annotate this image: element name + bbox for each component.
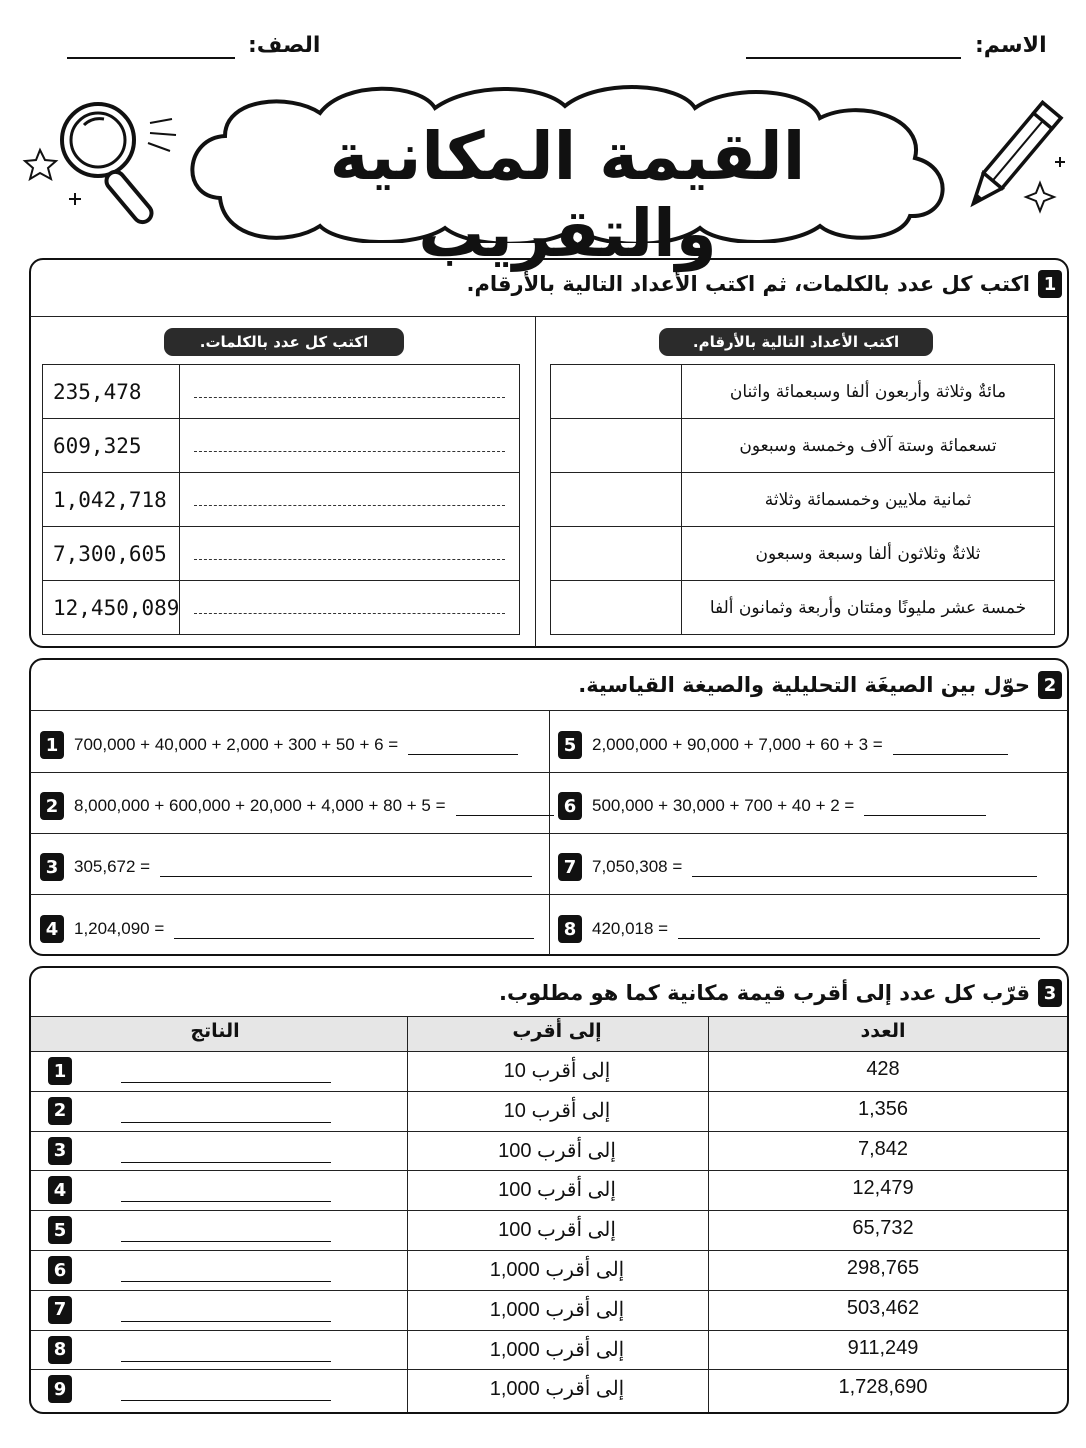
column-header-result: الناتج <box>190 1020 240 1042</box>
result-answer-field[interactable] <box>121 1162 331 1163</box>
expression: 500,000 + 30,000 + 700 + 40 + 2 = <box>592 796 855 815</box>
result-answer-field[interactable] <box>121 1241 331 1242</box>
item-number-badge: 8 <box>558 915 582 943</box>
class-field[interactable] <box>67 57 235 59</box>
class-label: الصف: <box>248 33 321 58</box>
section-2-title: حوّل بين الصيغَة التحليلية والصيغة القياسية. <box>578 673 1030 697</box>
column-header-to: إلى أقرب <box>512 1020 602 1042</box>
result-answer-field[interactable] <box>121 1361 331 1362</box>
round-to-cell: إلى أقرب 10 <box>503 1060 611 1082</box>
number-cell: 298,765 <box>846 1257 920 1279</box>
divider <box>549 711 550 955</box>
expression: 1,204,090 = <box>74 919 165 938</box>
number-cell: 428 <box>866 1058 900 1080</box>
number-cell: 1,042,718 <box>43 473 180 527</box>
item-number-badge: 9 <box>48 1375 72 1403</box>
words-cell: خمسة عشر مليونًا ومئتان وأربعة وثمانون ألفا <box>682 581 1055 635</box>
section-1-title: اكتب كل عدد بالكلمات، ثم اكتب الأعداد التالية بالأرقام. <box>466 272 1030 296</box>
digits-answer-field[interactable] <box>551 581 682 635</box>
expression: 700,000 + 40,000 + 2,000 + 300 + 50 + 6 = <box>74 735 399 754</box>
digits-answer-field[interactable] <box>551 365 682 419</box>
number-cell: 1,356 <box>857 1097 909 1120</box>
expression: 7,050,308 = <box>592 857 683 876</box>
answer-field[interactable] <box>174 920 534 939</box>
section-3-title: قرّب كل عدد إلى أقرب قيمة مكانية كما هو مطلوب. <box>499 981 1030 1005</box>
page-title: القيمة المكانية والتقريب <box>329 118 806 272</box>
column-header-number: العدد <box>860 1020 906 1042</box>
round-to-cell: إلى أقرب 1,000 <box>489 1378 625 1401</box>
answer-field[interactable] <box>408 736 518 755</box>
item-number-badge: 7 <box>558 853 582 881</box>
divider <box>31 1330 1067 1331</box>
number-cell: 65,732 <box>852 1217 914 1240</box>
item-number-badge: 3 <box>48 1137 72 1165</box>
divider <box>31 1290 1067 1291</box>
divider <box>31 1131 1067 1132</box>
answer-field[interactable] <box>678 920 1040 939</box>
item-number-badge: 7 <box>48 1296 72 1324</box>
words-answer-field[interactable] <box>180 419 520 473</box>
left-instruction-pill: اكتب كل عدد بالكلمات. <box>164 328 404 356</box>
number-cell: 609,325 <box>43 419 180 473</box>
name-field[interactable] <box>746 57 961 59</box>
item-number-badge: 5 <box>48 1216 72 1244</box>
words-answer-field[interactable] <box>180 473 520 527</box>
round-to-cell: إلى أقرب 1,000 <box>489 1298 625 1321</box>
result-answer-field[interactable] <box>121 1321 331 1322</box>
answer-field[interactable] <box>456 797 554 816</box>
number-cell: 1,728,690 <box>838 1376 928 1399</box>
section-2-heading <box>578 671 1062 699</box>
result-answer-field[interactable] <box>121 1400 331 1401</box>
words-cell: تسعمائة وستة آلاف وخمسة وسبعون <box>682 419 1055 473</box>
result-answer-field[interactable] <box>121 1122 331 1123</box>
words-answer-field[interactable] <box>180 365 520 419</box>
conversion-item <box>558 915 1040 943</box>
item-number-badge: 2 <box>40 792 64 820</box>
table-row <box>551 527 1055 581</box>
conversion-item <box>40 853 532 881</box>
table-row <box>551 419 1055 473</box>
table-row <box>43 473 520 527</box>
answer-field[interactable] <box>864 797 986 816</box>
divider <box>31 1170 1067 1171</box>
magnifier-icon <box>20 95 195 230</box>
number-cell: 235,478 <box>43 365 180 419</box>
item-number-badge: 5 <box>558 731 582 759</box>
words-cell: ثمانية ملايين وخمسمائة وثلاثة <box>682 473 1055 527</box>
expression: 305,672 = <box>74 857 151 876</box>
round-to-cell: إلى أقرب 10 <box>503 1099 611 1122</box>
name-label: الاسم: <box>975 33 1047 58</box>
table-row <box>551 365 1055 419</box>
divider <box>31 1369 1067 1370</box>
words-answer-field[interactable] <box>180 581 520 635</box>
number-cell: 911,249 <box>847 1336 919 1359</box>
table-row <box>43 581 520 635</box>
table-row <box>551 581 1055 635</box>
divider <box>31 1091 1067 1092</box>
round-to-cell: إلى أقرب 100 <box>498 1139 616 1162</box>
words-answer-field[interactable] <box>180 527 520 581</box>
table-row <box>43 527 520 581</box>
number-cell: 7,300,605 <box>43 527 180 581</box>
section-number-badge: 1 <box>1038 270 1062 298</box>
section-3-heading <box>499 979 1062 1007</box>
item-number-badge: 3 <box>40 853 64 881</box>
expression: 420,018 = <box>592 919 669 938</box>
item-number-badge: 6 <box>558 792 582 820</box>
result-answer-field[interactable] <box>121 1201 331 1202</box>
divider <box>31 1210 1067 1211</box>
item-number-badge: 6 <box>48 1256 72 1284</box>
conversion-item <box>40 792 554 820</box>
answer-field[interactable] <box>692 858 1037 877</box>
item-number-badge: 4 <box>48 1176 72 1204</box>
number-cell: 503,462 <box>846 1296 920 1319</box>
answer-field[interactable] <box>893 736 1008 755</box>
round-to-cell: إلى أقرب 1,000 <box>489 1338 625 1361</box>
words-cell: مائةٌ وثلاثة وأربعون ألفا وسبعمائة واثنان <box>682 365 1055 419</box>
right-instruction-pill: اكتب الأعداد التالية بالأرقام. <box>659 328 933 356</box>
table-row <box>43 419 520 473</box>
number-cell: 7,842 <box>857 1137 909 1160</box>
conversion-item <box>558 792 986 820</box>
section-number-badge: 3 <box>1038 979 1062 1007</box>
item-number-badge: 1 <box>40 731 64 759</box>
divider <box>535 317 536 647</box>
round-to-cell: إلى أقرب 100 <box>498 1219 616 1242</box>
words-to-numbers-table <box>550 364 1055 635</box>
number-cell: 12,450,089 <box>43 581 180 635</box>
section-1-heading <box>467 270 1062 298</box>
digits-answer-field[interactable] <box>551 527 682 581</box>
words-cell: ثلاثةٌ وثلاثون ألفا وسبعة وسبعون <box>682 527 1055 581</box>
result-answer-field[interactable] <box>121 1281 331 1282</box>
conversion-item <box>40 915 534 943</box>
section-number-badge: 2 <box>1038 671 1062 699</box>
item-number-badge: 1 <box>48 1057 72 1085</box>
conversion-item <box>40 731 518 759</box>
table-row <box>551 473 1055 527</box>
numbers-to-words-table <box>42 364 520 635</box>
item-number-badge: 8 <box>48 1336 72 1364</box>
divider <box>31 1250 1067 1251</box>
item-number-badge: 2 <box>48 1097 72 1125</box>
digits-answer-field[interactable] <box>551 419 682 473</box>
table-row <box>43 365 520 419</box>
divider <box>30 316 1068 317</box>
result-answer-field[interactable] <box>121 1082 331 1083</box>
round-to-cell: إلى أقرب 100 <box>498 1179 616 1202</box>
conversion-item <box>558 853 1037 881</box>
answer-field[interactable] <box>160 858 532 877</box>
digits-answer-field[interactable] <box>551 473 682 527</box>
item-number-badge: 4 <box>40 915 64 943</box>
pencil-icon <box>950 95 1070 225</box>
number-cell: 12,479 <box>852 1177 914 1200</box>
round-to-cell: إلى أقرب 1,000 <box>489 1259 625 1281</box>
conversion-item <box>558 731 1008 759</box>
expression: 2,000,000 + 90,000 + 7,000 + 60 + 3 = <box>592 735 883 754</box>
expression: 8,000,000 + 600,000 + 20,000 + 4,000 + 80 + 5 = <box>74 796 446 815</box>
